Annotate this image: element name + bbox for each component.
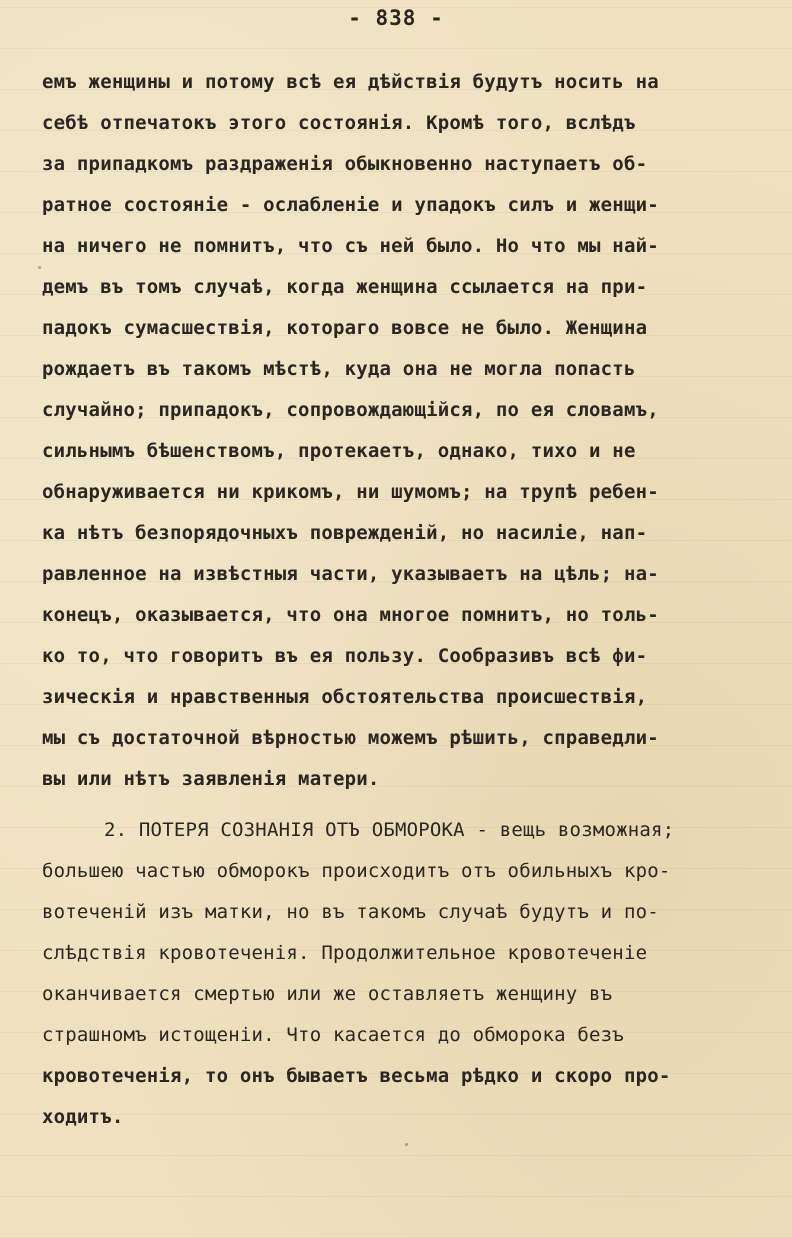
paragraph-2 <box>42 810 732 1138</box>
text-line: случайно; припадокъ, сопровождающійся, по ея словамъ, <box>42 399 659 421</box>
text-line: оканчивается смертью или же оставляетъ женщину въ <box>42 983 613 1005</box>
text-line: сильнымъ бѣшенствомъ, протекаетъ, однако, тихо и не <box>42 440 636 462</box>
text-line: на ничего не помнитъ, что съ ней было. Но что мы най- <box>42 235 659 257</box>
text-line: ратное состояніе - ослабленіе и упадокъ силъ и женщи- <box>42 194 659 216</box>
text-line: равленное на извѣстныя части, указываетъ на цѣль; на- <box>42 563 659 585</box>
section-heading-line: 2. ПОТЕРЯ СОЗНАНІЯ ОТЪ ОБМОРОКА - вещь возможная; <box>104 819 675 841</box>
text-line: вотеченій изъ матки, но въ такомъ случаѣ будутъ и по- <box>42 901 659 923</box>
text-line: себѣ отпечатокъ этого состоянія. Кромѣ того, вслѣдъ <box>42 112 636 134</box>
paragraph-1 <box>42 62 732 800</box>
text-line: вы или нѣтъ заявленія матери. <box>42 768 380 790</box>
text-line: слѣдствія кровотеченія. Продолжительное кровотеченіе <box>42 942 648 964</box>
paragraph-gap <box>42 800 732 810</box>
text-line: рождаетъ въ такомъ мѣстѣ, куда она не могла попасть <box>42 358 636 380</box>
text-line: ходитъ. <box>42 1106 124 1128</box>
text-line: емъ женщины и потому всѣ ея дѣйствія будутъ носить на <box>42 71 659 93</box>
text-line: демъ въ томъ случаѣ, когда женщина ссылается на при- <box>42 276 648 298</box>
paper-speck <box>38 266 41 269</box>
body-text <box>42 62 732 1138</box>
text-line: мы съ достаточной вѣрностью можемъ рѣшить, справедли- <box>42 727 659 749</box>
text-line: падокъ сумасшествія, котораго вовсе не было. Женщина <box>42 317 648 339</box>
text-line: обнаруживается ни крикомъ, ни шумомъ; на трупѣ ребен- <box>42 481 659 503</box>
text-line: страшномъ истощеніи. Что касается до обморока безъ <box>42 1024 624 1046</box>
page-number: - 838 - <box>348 6 444 30</box>
paper-speck <box>405 1143 408 1146</box>
text-line: кровотеченія, то онъ бываетъ весьма рѣдко и скоро про- <box>42 1065 671 1087</box>
text-line: конецъ, оказывается, что она многое помнитъ, но толь- <box>42 604 659 626</box>
text-line: зическія и нравственныя обстоятельства происшествія, <box>42 686 648 708</box>
text-line: большею частью обморокъ происходитъ отъ обильныхъ кро- <box>42 860 671 882</box>
text-line: ко то, что говоритъ въ ея пользу. Сообразивъ всѣ фи- <box>42 645 648 667</box>
text-line: ка нѣтъ безпорядочныхъ поврежденій, но насиліе, нап- <box>42 522 648 544</box>
text-line: за припадкомъ раздраженія обыкновенно наступаетъ об- <box>42 153 648 175</box>
